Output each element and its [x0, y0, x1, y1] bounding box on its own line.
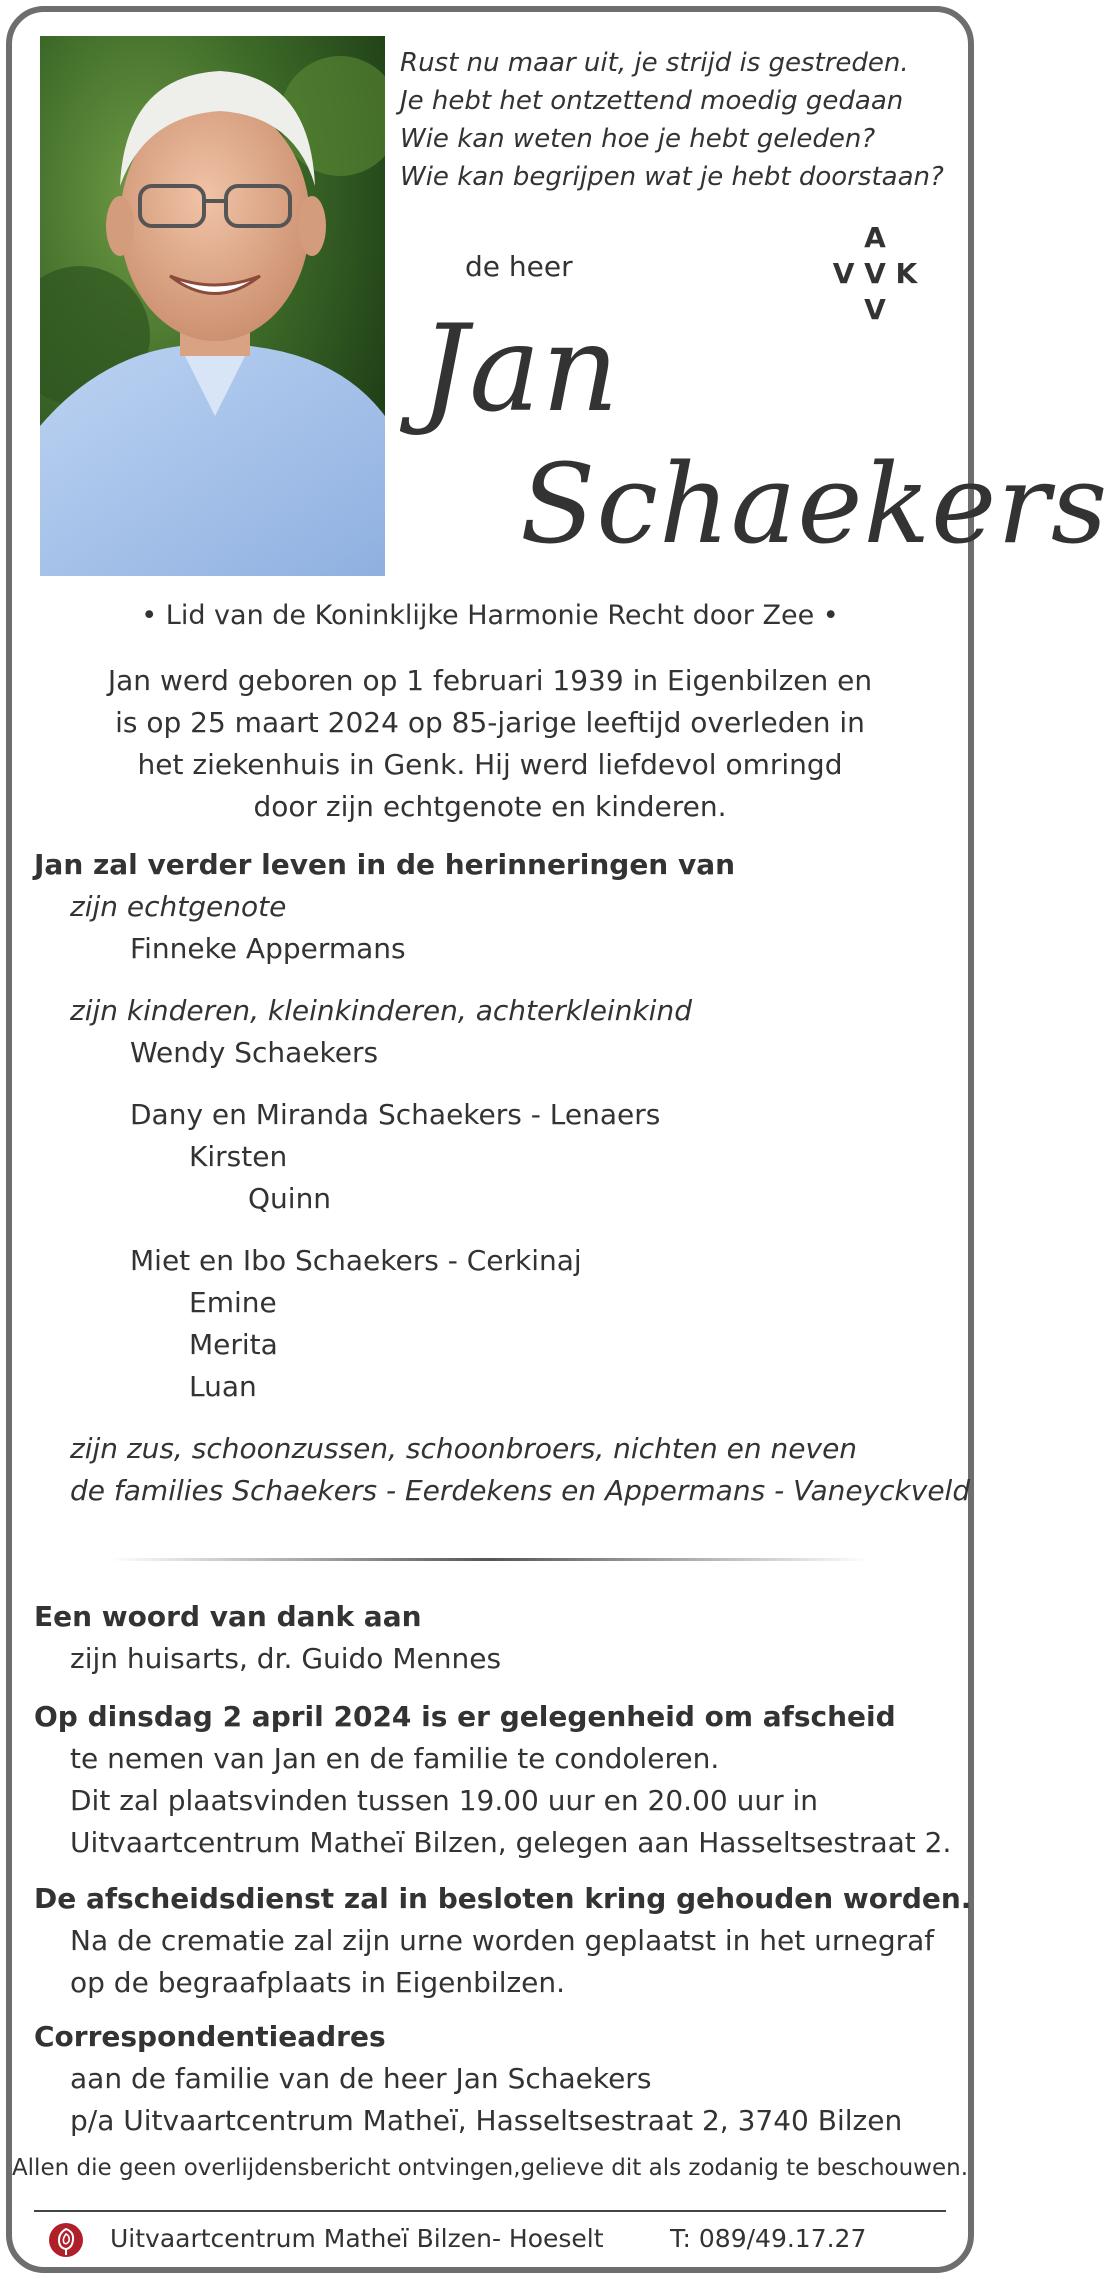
family-line: zijn zus, schoonzussen, schoonbroers, nichten en neven — [70, 1432, 858, 1465]
correspondence-section — [34, 2016, 954, 2142]
memories-section — [34, 844, 971, 1512]
correspondence-line: p/a Uitvaartcentrum Matheï, Hasseltsestraat 2, 3740 Bilzen — [70, 2104, 903, 2137]
thanks-heading: Een woord van dank aan — [34, 1600, 422, 1633]
portrait-illustration — [40, 36, 385, 576]
funeral-home-name: Uitvaartcentrum Matheï Bilzen- Hoeselt — [110, 2224, 604, 2253]
farewell-section — [34, 1696, 954, 1864]
footer-divider — [34, 2210, 946, 2212]
intro-line: het ziekenhuis in Genk. Hij werd liefdevol omringd — [137, 748, 843, 781]
portrait-photo — [40, 36, 385, 576]
poem-line: Wie kan begrijpen wat je hebt doorstaan? — [400, 162, 944, 192]
correspondence-heading: Correspondentieadres — [34, 2020, 386, 2053]
grandchild-name: Merita — [189, 1328, 278, 1361]
grandchild-name: Emine — [189, 1286, 277, 1319]
thanks-section — [34, 1596, 954, 1680]
farewell-heading: Op dinsdag 2 april 2024 is er gelegenheid om afscheid — [34, 1700, 896, 1733]
farewell-line: te nemen van Jan en de familie te condoleren. — [70, 1742, 720, 1775]
avvkv-emblem — [830, 220, 920, 328]
farewell-line: Uitvaartcentrum Matheï Bilzen, gelegen aan Hasseltsestraat 2. — [70, 1826, 952, 1859]
service-heading: De afscheidsdienst zal in besloten kring gehouden worden. — [34, 1882, 972, 1915]
child-name: Miet en Ibo Schaekers - Cerkinaj — [130, 1244, 582, 1277]
footer — [34, 2218, 946, 2258]
rose-logo-icon — [48, 2222, 84, 2258]
intro-line: door zijn echtgenote en kinderen. — [253, 790, 727, 823]
avvkv-line: V V K — [832, 257, 918, 290]
poem-line: Rust nu maar uit, je strijd is gestreden. — [400, 48, 909, 78]
grandchild-name: Kirsten — [189, 1140, 288, 1173]
section-divider — [110, 1558, 870, 1561]
child-name: Dany en Miranda Schaekers - Lenaers — [130, 1098, 661, 1131]
service-line: Na de crematie zal zijn urne worden geplaatst in het urnegraf — [70, 1924, 935, 1957]
service-section — [34, 1878, 972, 2004]
farewell-line: Dit zal plaatsvinden tussen 19.00 uur en 20.00 uur in — [70, 1784, 819, 1817]
title-prefix: de heer — [465, 250, 573, 283]
memories-heading: Jan zal verder leven in de herinneringen van — [34, 848, 736, 881]
avvkv-line: A — [864, 221, 886, 254]
notice-note: Allen die geen overlijdensbericht ontvingen,gelieve dit als zodanig te beschouwen. — [11, 2155, 969, 2181]
intro-line: Jan werd geboren op 1 februari 1939 in Eigenbilzen en — [107, 664, 873, 697]
deceased-last-name: Schaekers — [520, 440, 1108, 568]
thanks-line: zijn huisarts, dr. Guido Mennes — [70, 1642, 502, 1675]
membership-line: • Lid van de Koninklijke Harmonie Recht door Zee • — [141, 600, 839, 631]
intro-line: is op 25 maart 2024 op 85-jarige leeftijd overleden in — [115, 706, 865, 739]
poem — [400, 44, 960, 196]
avvkv-line: V — [864, 293, 886, 326]
intro-text — [90, 660, 890, 828]
children-label: zijn kinderen, kleinkinderen, achterkleinkind — [70, 994, 692, 1027]
spouse-label: zijn echtgenote — [70, 890, 287, 923]
deceased-first-name: Jan — [420, 300, 620, 439]
grandchild-name: Luan — [189, 1370, 257, 1403]
funeral-home-phone: T: 089/49.17.27 — [670, 2224, 867, 2253]
child-name: Wendy Schaekers — [130, 1036, 379, 1069]
poem-line: Wie kan weten hoe je hebt geleden? — [400, 124, 876, 154]
correspondence-line: aan de familie van de heer Jan Schaekers — [70, 2062, 652, 2095]
service-line: op de begraafplaats in Eigenbilzen. — [70, 1966, 566, 1999]
poem-line: Je hebt het ontzettend moedig gedaan — [400, 86, 904, 116]
great-grandchild-name: Quinn — [248, 1182, 332, 1215]
family-line: de families Schaekers - Eerdekens en Appermans - Vaneyckveld — [70, 1474, 971, 1507]
spouse-name: Finneke Appermans — [130, 932, 406, 965]
